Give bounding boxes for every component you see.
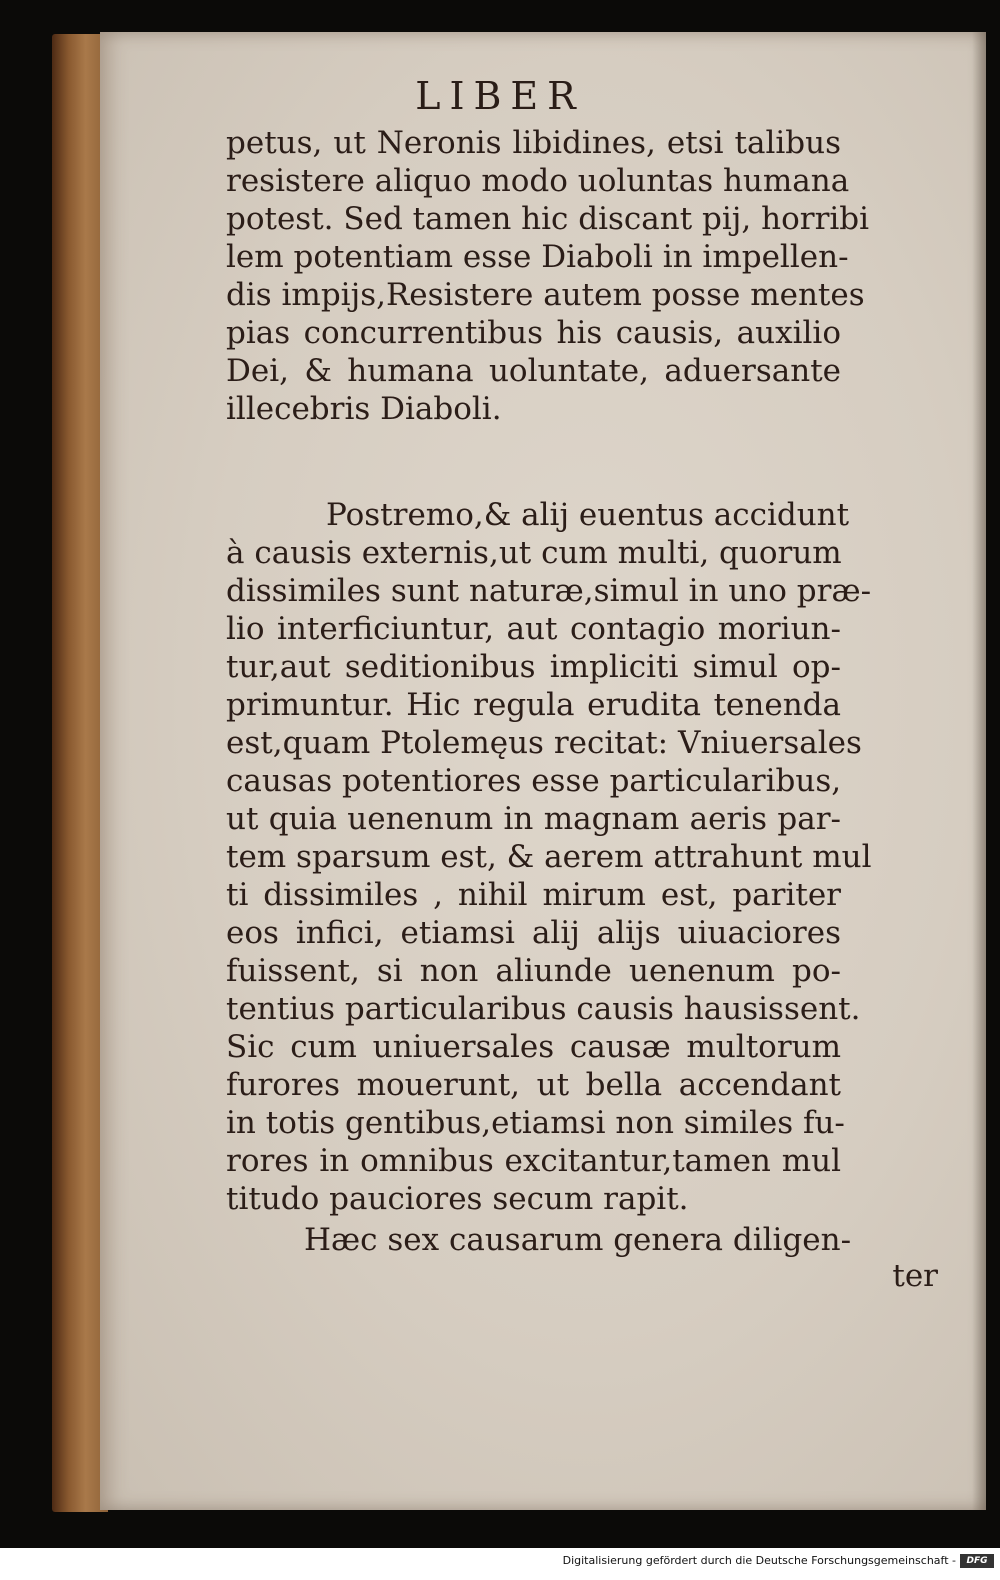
text-line: Postremo,& alij euentus accidunt [326, 497, 850, 533]
text-line: lem potentiam esse Diaboli in impellen- [226, 239, 849, 275]
text-line: ti dissimiles , nihil mirum est, pariter [226, 877, 841, 913]
text-line: dissimiles sunt naturæ,simul in uno præ- [226, 573, 872, 609]
text-line: est,quam Ptolemęus recitat: Vniuersales [226, 725, 862, 761]
text-line: Sic cum uniuersales causæ multorum [226, 1029, 841, 1065]
text-line: tem sparsum est, & aerem attrahunt mul [226, 839, 872, 875]
footer-credit: Digitalisierung gefördert durch die Deutsche Forschungsgemeinschaft - [562, 1554, 956, 1567]
text-line: ut quia uenenum in magnam aeris par- [226, 801, 841, 837]
text-line: Dei, & humana uoluntate, aduersante [226, 353, 841, 389]
text-line: eos infici, etiamsi alij alijs uiuaciores [226, 915, 841, 951]
paragraph-1 [226, 124, 870, 428]
text-line: potest. Sed tamen hic discant pij, horribi [226, 201, 870, 237]
text-line: petus, ut Neronis libidines, etsi talibus [226, 125, 841, 161]
text-line: rores in omnibus excitantur,tamen mul [226, 1143, 841, 1179]
text-line: fuissent, si non aliunde uenenum po- [226, 953, 841, 989]
text-line: titudo pauciores secum rapit. [226, 1181, 689, 1217]
text-line: causas potentiores esse particularibus, [226, 763, 842, 799]
paragraph-2 [226, 496, 872, 1218]
text-line: dis impijs,Resistere autem posse mentes [226, 277, 865, 313]
text-line: pias concurrentibus his causis, auxilio [226, 315, 841, 351]
text-line: illecebris Diaboli. [226, 391, 502, 427]
text-line: Hæc sex causarum genera diligen- [304, 1222, 852, 1258]
text-line: resistere aliquo modo uoluntas humana [226, 163, 850, 199]
text-line: à causis externis,ut cum multi, quorum [226, 535, 842, 571]
text-line: tentius particularibus causis hausissent. [226, 991, 861, 1027]
paragraph-3 [226, 1221, 852, 1259]
text-line: tur,aut seditionibus impliciti simul op- [226, 649, 841, 685]
text-line: in totis gentibus,etiamsi non similes fu- [226, 1105, 845, 1141]
running-header: LIBER [415, 74, 585, 118]
text-line: primuntur. Hic regula erudita tenenda [226, 687, 841, 723]
dfg-logo: DFG [960, 1554, 994, 1568]
catchword: ter [892, 1258, 938, 1294]
text-line: furores mouerunt, ut bella accendant [226, 1067, 841, 1103]
page-shadow [972, 32, 986, 1510]
text-line: lio interficiuntur, aut contagio moriun- [226, 611, 841, 647]
